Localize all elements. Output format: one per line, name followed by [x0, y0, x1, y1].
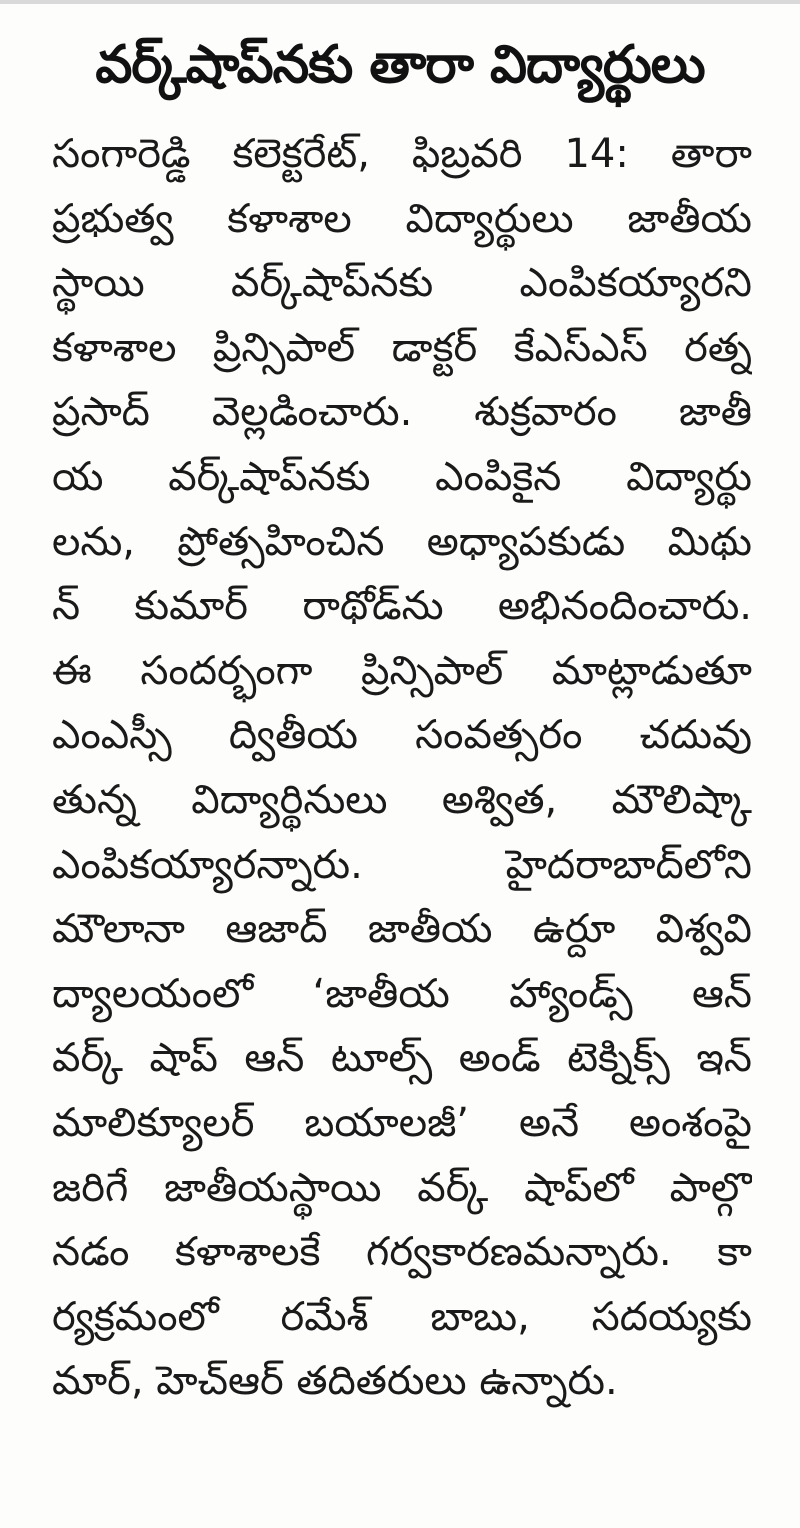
article-body — [52, 122, 752, 1414]
article-line: మౌలానా ఆజాద్ జాతీయ ఉర్దూ విశ్వవి — [52, 906, 752, 953]
article-line: మార్, హెచ్‌ఆర్ తదితరులు ఉన్నారు. — [52, 1358, 618, 1405]
article-line: న్ కుమార్ రాథోడ్‌ను అభినందించారు. — [52, 583, 752, 630]
article-line: ర్యక్రమంలో రమేశ్ బాబు, సదయ్యకు — [52, 1293, 752, 1340]
article-line: తున్న విద్యార్థినులు అశ్విత, మౌలిష్కా — [52, 776, 752, 823]
article-line: ఈ సందర్భంగా ప్రిన్సిపాల్ మాట్లాడుతూ — [52, 647, 752, 694]
article-line: ఎంపికయ్యారన్నారు. హైదరాబాద్‌లోని — [52, 841, 752, 888]
article-line: ప్రసాద్ వెల్లడించారు. శుక్రవారం జాతీ — [52, 389, 752, 436]
article-line: ఎంఎస్సీ ద్వితీయ సంవత్సరం చదువు — [52, 712, 752, 759]
article-line: వర్క్ షాప్ ఆన్ టూల్స్ అండ్ టెక్నిక్స్ ఇన్ — [52, 1035, 752, 1082]
article-line: ప్రభుత్వ కళాశాల విద్యార్థులు జాతీయ — [52, 195, 752, 242]
headline: వర్క్‌షాప్‌నకు తారా విద్యార్థులు — [95, 35, 705, 95]
article-line: జరిగే జాతీయస్థాయి వర్క్ షాప్‌లో పాల్గొ — [52, 1164, 752, 1211]
article-line: సంగారెడ్డి కలెక్టరేట్, ఫిబ్రవరి 14: తారా — [52, 131, 752, 177]
article-line: కళాశాల ప్రిన్సిపాల్ డాక్టర్ కేఎస్ఎస్ రత్న — [52, 324, 752, 371]
article-line: మాలిక్యూలర్ బయాలజీ’ అనే అంశంపై — [52, 1099, 752, 1146]
article-line: య వర్క్‌షాప్‌నకు ఎంపికైన విద్యార్థు — [52, 453, 752, 500]
article-line: స్థాయి వర్క్‌షాప్‌నకు ఎంపికయ్యారని — [52, 260, 752, 307]
article-line: ద్యాలయంలో ‘జాతీయ హ్యాండ్స్ ఆన్ — [52, 970, 752, 1017]
article-line: లను, ప్రోత్సహించిన అధ్యాపకుడు మిథు — [52, 518, 752, 565]
article-line: నడం కళాశాలకే గర్వకారణమన్నారు. కా — [52, 1229, 752, 1276]
